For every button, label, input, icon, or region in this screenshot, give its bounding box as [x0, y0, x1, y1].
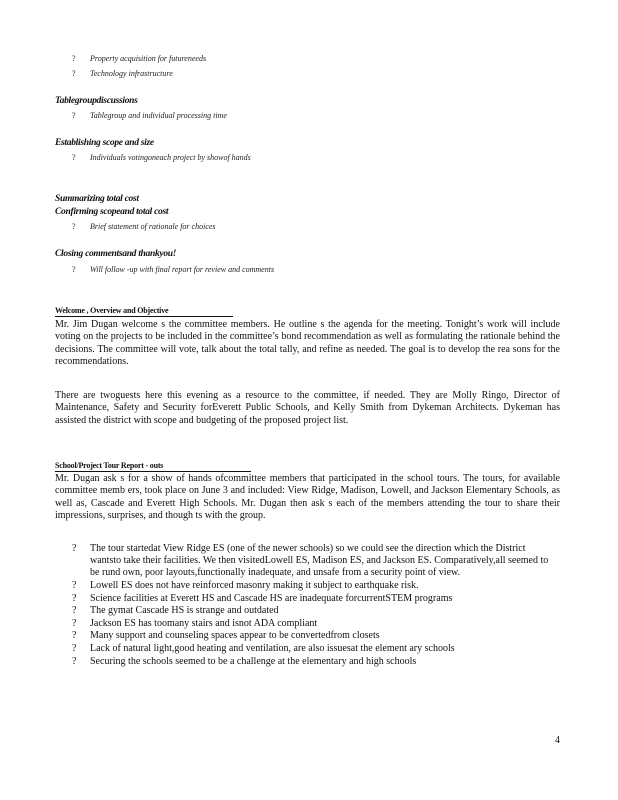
bullet-mark: ? [72, 642, 77, 654]
bullet-mark: ? [72, 605, 77, 617]
tours-paragraph: Mr. Dugan ask s for a show of hands ofcommittee members that participated in the school tours. The tours, for available committee memb ers, took place on June 3 and included: View Ridge, Madison, Lowell, and Jackson Elementary Schools, as well as, Cascade and Everett High Schools. Mr. Dugan then ask s each of the members attending the tour to share their impressions, surprises, and though ts with the group. [55, 473, 560, 522]
tour-findings-list [72, 543, 552, 668]
page-number: 4 [555, 735, 560, 746]
agenda-bullet-scope: ? Individuals votingoneach project by showof hands [72, 153, 251, 162]
agenda-bullet-closing: ? Will follow -up with final report for review and comments [72, 265, 275, 274]
heading-summarizing: Summarizing total cost [55, 194, 139, 204]
bullet-mark: ? [72, 630, 77, 642]
bullet-mark: ? [72, 543, 77, 554]
bullet-mark: ? [72, 655, 77, 667]
list-item: ? Lack of natural light,good heating and ventilation, are also issuesat the element ary schools [72, 642, 455, 654]
bullet-mark: ? [72, 111, 76, 120]
bullet-mark: ? [72, 592, 77, 604]
bullet-mark: ? [72, 265, 76, 274]
heading-closing: Closing commentsand thankyou! [55, 249, 177, 259]
guests-paragraph: There are twoguests here this evening as a resource to the committee, if needed. They are Molly Ringo, Director of Maintenance, Safety and Security forEverett Public Schools, and Kelly Smith from Dykeman Architects. Dykeman has assisted the district with scope and budgeting of the proposed project list. [55, 390, 560, 426]
list-item: ? The tour startedat View Ridge ES (one of the newer schools) so we could see the direction which the District wantsto take their facilities. We then visitedLowell ES, Madison ES, and Jackson ES. Comparatively,all seemed to be rund own, poor layouts,functionally inadequate, and unsafe from a security point of view. [72, 543, 549, 579]
bullet-mark: ? [72, 153, 76, 162]
agenda-bullet-confirming: ? Brief statement of rationale for choices [72, 222, 216, 231]
bullet-mark: ? [72, 617, 77, 629]
heading-scope: Establishing scope and size [55, 138, 154, 148]
list-item: ? Securing the schools seemed to be a challenge at the elementary and high schools [72, 655, 417, 667]
bullet-mark: ? [72, 54, 76, 63]
heading-confirming: Confirming scopeand total cost [55, 207, 169, 217]
agenda-bullet-technology: ? Technology infrastructure [72, 69, 173, 78]
list-item: ? Lowell ES does not have reinforced masonry making it subject to earthquake risk. [72, 580, 419, 591]
bullet-mark: ? [72, 222, 76, 231]
list-item: ? Science facilities at Everett HS and Cascade HS are inadequate forcurrentSTEM programs [72, 592, 453, 604]
bullet-mark: ? [72, 69, 76, 78]
section-heading-tours: School/Project Tour Report - outs [55, 461, 251, 472]
heading-table-group: Tablegroupdiscussions [55, 96, 138, 106]
list-item: ? Jackson ES has toomany stairs and isnot ADA compliant [72, 617, 318, 629]
list-item: ? The gymat Cascade HS is strange and outdated [72, 605, 279, 617]
agenda-bullet-table-group: ? Tablegroup and individual processing time [72, 111, 227, 120]
list-item: ? Many support and counseling spaces appear to be convertedfrom closets [72, 630, 380, 642]
section-heading-welcome: Welcome , Overview and Objective [55, 306, 233, 317]
welcome-paragraph: Mr. Jim Dugan welcome s the committee members. He outline s the agenda for the meeting. Tonight’s work will include voting on the projects to be included in the committee’s bond recommendation as well as formulating the rationale behind the decisions. The committee will vote, talk about the total tally, and refine as needed. The goal is to develop the rea sons for the recommendations. [55, 319, 560, 368]
bullet-mark: ? [72, 580, 77, 591]
agenda-bullet-property: ? Property acquisition for futureneeds [72, 54, 207, 63]
